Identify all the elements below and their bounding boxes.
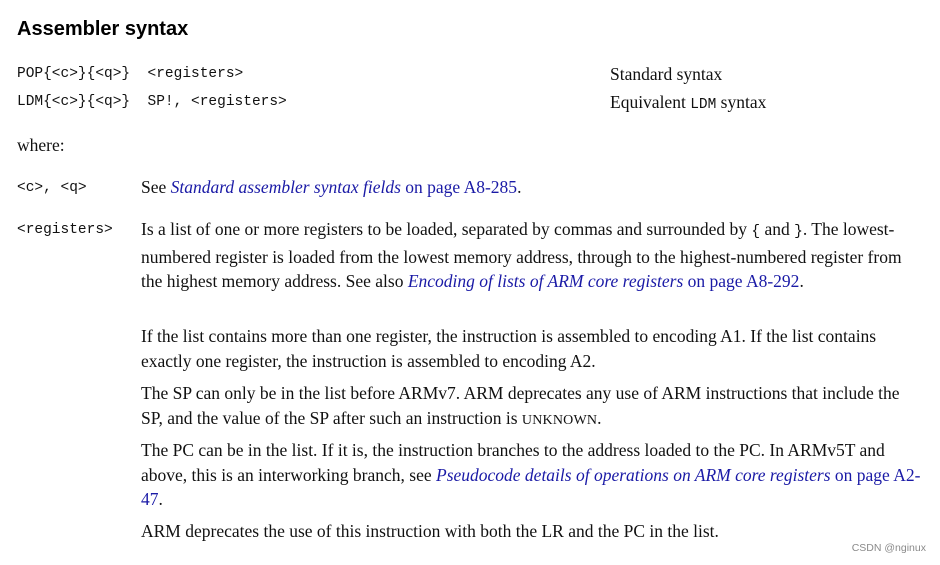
registers-para-4: The PC can be in the list. If it is, the instruction branches to the address loaded to the PC. In ARMv5T and above, this is an interworking branch, see Pseudocode details of operations on ARM core registers on page A2-47. <box>141 440 921 509</box>
link-pseudocode-details[interactable]: Pseudocode details of operations on ARM core registers on page A2-47 <box>141 464 921 509</box>
where-label: where: <box>17 135 65 155</box>
registers-para-1: Is a list of one or more registers to be loaded, separated by commas and surrounded by { and }. The lowest-numbered register is loaded from the lowest memory address, through to the highest-numbered register from the highest memory address. See also Encoding of lists of ARM core registers on page A8-292. <box>141 219 902 291</box>
watermark: CSDN @nginux <box>851 542 926 554</box>
unknown-smallcaps: UNKNOWN <box>521 412 598 428</box>
syntax-ldm-code: LDM{<c>}{<q>} SP!, <registers> <box>17 94 287 110</box>
field-desc-cq: See Standard assembler syntax fields on page A8-285. <box>141 177 522 197</box>
registers-para-5: ARM deprecates the use of this instruction with both the LR and the PC in the list. <box>141 521 719 541</box>
section-heading: Assembler syntax <box>17 18 189 40</box>
syntax-ldm-desc: Equivalent LDM syntax <box>610 92 767 113</box>
syntax-pop-desc: Standard syntax <box>610 64 723 84</box>
field-name-cq: <c>, <q> <box>17 180 87 196</box>
syntax-pop-code: POP{<c>}{<q>} <registers> <box>17 66 244 82</box>
link-standard-syntax-fields[interactable]: Standard assembler syntax fields on page A8-285 <box>170 177 518 197</box>
link-encoding-lists[interactable]: Encoding of lists of ARM core registers on page A8-292 <box>407 271 800 291</box>
registers-para-3: The SP can only be in the list before ARMv7. ARM deprecates any use of ARM instructions that include the SP, and the value of the SP after such an instruction is UNKNOWN. <box>141 383 900 428</box>
field-desc-registers <box>141 217 923 294</box>
registers-para-2: If the list contains more than one register, the instruction is assembled to encoding A1. If the list contains exactly one register, the instruction is assembled to encoding A2. <box>141 326 877 371</box>
field-name-registers: <registers> <box>17 222 113 238</box>
